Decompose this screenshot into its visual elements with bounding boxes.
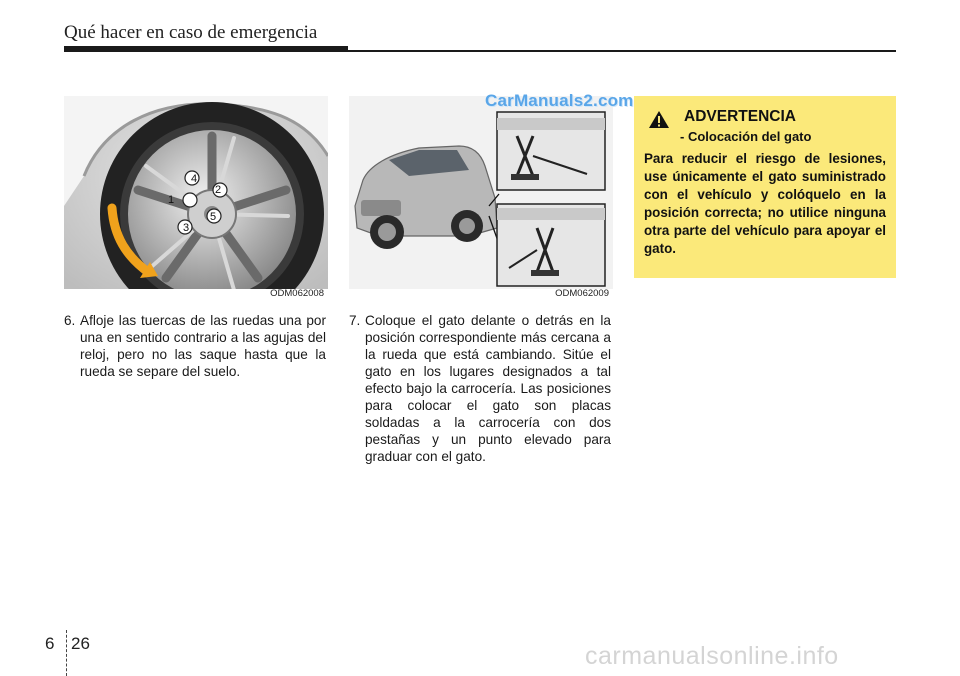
warning-subtitle: - Colocación del gato — [680, 129, 812, 144]
nut-label: 4 — [190, 173, 198, 185]
step-text: Afloje las tuercas de las ruedas una por una en sentido contrario a las agujas del reloj, pero no las saque hasta que la rueda se separe del suelo. — [80, 313, 326, 379]
warning-title: ADVERTENCIA — [684, 108, 796, 125]
figure-code: ODM062009 — [555, 288, 609, 299]
nut-label: 3 — [182, 222, 190, 234]
step-text: Coloque el gato delante o detrás en la posición correspondiente más cercana a la rueda que está cambiando. Sitúe el gato en los lugares designados a tal efecto bajo la carrocería. Las posiciones para colocar el gato son placas soldadas a la carrocería con dos pestañas y un punto elevado para graduar con el gato. — [365, 313, 611, 464]
jack-figure — [349, 96, 613, 301]
section-number: 6 — [45, 634, 55, 653]
jack-illustration — [349, 96, 613, 301]
warning-text: Para reducir el riesgo de lesiones, use únicamente el gato suministrado con el vehículo y colóquelo en la posición correcta; no utilice ninguna otra parte del vehículo para apoyar el gato. — [644, 151, 886, 256]
step-6 — [64, 312, 326, 380]
carmanuals2-watermark[interactable]: CarManuals2.com — [485, 91, 634, 110]
step-number: 6. — [64, 313, 76, 328]
nut-label: 5 — [209, 211, 217, 223]
step-number: 7. — [349, 313, 361, 328]
site-watermark: carmanualsonline.info — [585, 642, 839, 670]
header-rule-thin — [348, 50, 896, 52]
page-number: 26 — [71, 634, 90, 653]
nut-label: 1 — [167, 194, 175, 206]
step-7 — [349, 312, 611, 465]
nut-label: 2 — [214, 184, 222, 196]
header-rule-thick — [64, 46, 348, 52]
warning-triangle-icon — [648, 110, 670, 129]
wheel-illustration — [64, 96, 328, 301]
warning-box — [634, 96, 896, 278]
wheel-figure — [64, 96, 328, 301]
footer-divider — [66, 630, 67, 676]
figure-code: ODM062008 — [270, 288, 324, 299]
page-header-title: Qué hacer en caso de emergencia — [64, 22, 318, 43]
